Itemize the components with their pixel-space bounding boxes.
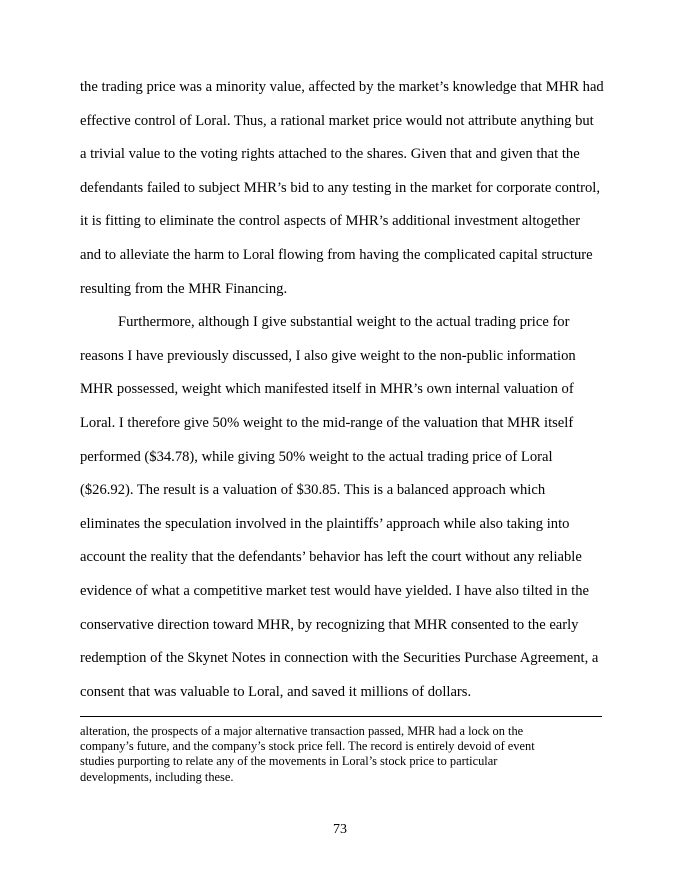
body-line: MHR possessed, weight which manifested itself in MHR’s own internal valuation of bbox=[80, 381, 574, 398]
body-line: effective control of Loral. Thus, a rational market price would not attribute anything but bbox=[80, 112, 594, 129]
footnote-line: studies purporting to relate any of the movements in Loral’s stock price to particular bbox=[80, 754, 498, 769]
body-line: ($26.92). The result is a valuation of $30.85. This is a balanced approach which bbox=[80, 482, 546, 499]
footnote-line: developments, including these. bbox=[80, 769, 234, 784]
body-line: redemption of the Skynet Notes in connection with the Securities Purchase Agreement, a bbox=[80, 650, 599, 667]
page-number: 73 bbox=[333, 822, 347, 837]
body-line: conservative direction toward MHR, by recognizing that MHR consented to the early bbox=[80, 616, 579, 633]
paragraph-start-line: Furthermore, although I give substantial weight to the actual trading price for bbox=[118, 314, 570, 331]
body-line: account the reality that the defendants’ behavior has left the court without any reliable bbox=[80, 549, 582, 566]
body-line: a trivial value to the voting rights attached to the shares. Given that and given that the bbox=[80, 146, 580, 163]
body-line: reasons I have previously discussed, I also give weight to the non-public information bbox=[80, 347, 576, 364]
body-line: resulting from the MHR Financing. bbox=[80, 280, 288, 297]
body-line: evidence of what a competitive market test would have yielded. I have also tilted in the bbox=[80, 582, 589, 599]
body-line: consent that was valuable to Loral, and saved it millions of dollars. bbox=[80, 683, 472, 700]
body-line: performed ($34.78), while giving 50% weight to the actual trading price of Loral bbox=[80, 448, 553, 465]
body-line: defendants failed to subject MHR’s bid to any testing in the market for corporate control, bbox=[80, 179, 600, 196]
footnote-separator bbox=[80, 716, 602, 717]
body-line: eliminates the speculation involved in the plaintiffs’ approach while also taking into bbox=[80, 515, 570, 532]
body-line: the trading price was a minority value, affected by the market’s knowledge that MHR had bbox=[80, 79, 604, 95]
footnote-line: alteration, the prospects of a major alternative transaction passed, MHR had a lock on the bbox=[80, 724, 524, 738]
body-line: Loral. I therefore give 50% weight to the mid-range of the valuation that MHR itself bbox=[80, 414, 574, 431]
body-line: and to alleviate the harm to Loral flowing from having the complicated capital structure bbox=[80, 246, 593, 263]
body-line: it is fitting to eliminate the control aspects of MHR’s additional investment altogether bbox=[80, 213, 581, 230]
body-text bbox=[80, 76, 602, 714]
footnote-line: company’s future, and the company’s stock price fell. The record is entirely devoid of event bbox=[80, 739, 535, 754]
footnote bbox=[80, 724, 602, 785]
